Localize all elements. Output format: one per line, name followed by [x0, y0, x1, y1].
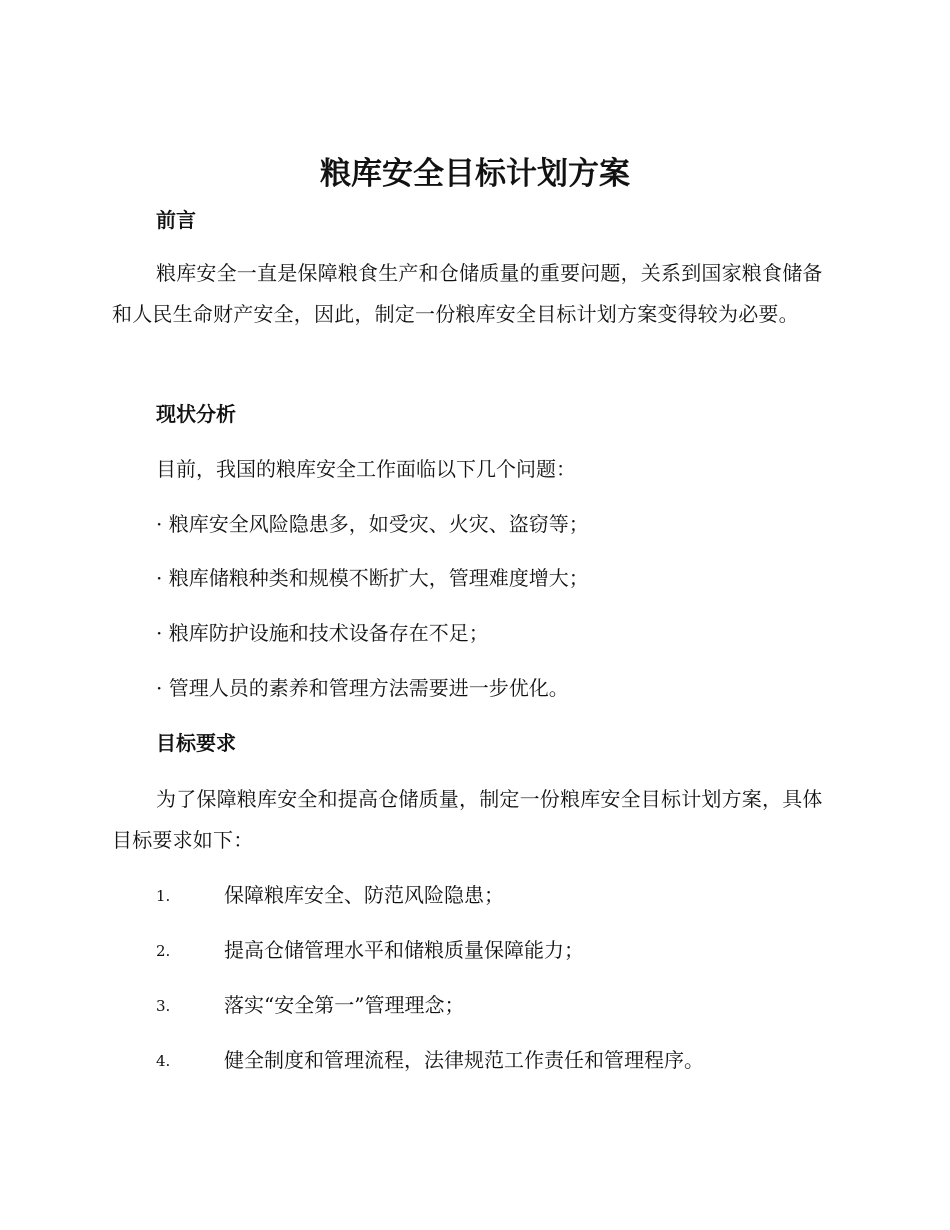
- goal-text-4: 健全制度和管理流程，法律规范工作责任和管理程序。: [224, 1048, 704, 1072]
- status-bullet-2: · 粮库储粮种类和规模不断扩大，管理难度增大；: [156, 566, 589, 590]
- goal-text-1: 保障粮库安全、防范风险隐患；: [224, 883, 504, 907]
- goal-number-4: 4.: [156, 1052, 171, 1070]
- goals-paragraph: 为了保障粮库安全和提高仓储质量，制定一份粮库安全目标计划方案，具体目标要求如下：: [112, 787, 823, 852]
- status-bullet-4: · 管理人员的素养和管理方法需要进一步优化。: [156, 676, 569, 700]
- goal-number-1: 1.: [156, 887, 171, 905]
- preface-paragraph: 粮库安全一直是保障粮食生产和仓储质量的重要问题，关系到国家粮食储备和人民生命财产安全，因此，制定一份粮库安全目标计划方案变得较为必要。: [112, 261, 823, 326]
- status-bullet-3: · 粮库防护设施和技术设备存在不足；: [156, 621, 489, 645]
- document-title: 粮库安全目标计划方案: [320, 156, 630, 192]
- section-heading-preface: 前言: [156, 208, 196, 232]
- goal-text-3: 落实“安全第一”管理理念；: [224, 993, 465, 1017]
- section-heading-status: 现状分析: [156, 402, 236, 426]
- goal-number-2: 2.: [156, 942, 171, 960]
- goal-number-3: 3.: [156, 997, 171, 1015]
- status-bullet-1: · 粮库安全风险隐患多，如受灾、火灾、盗窃等；: [156, 512, 589, 536]
- goal-text-2: 提高仓储管理水平和储粮质量保障能力；: [224, 938, 584, 962]
- section-heading-goals: 目标要求: [156, 731, 236, 755]
- status-intro: 目前，我国的粮库安全工作面临以下几个问题：: [156, 457, 576, 481]
